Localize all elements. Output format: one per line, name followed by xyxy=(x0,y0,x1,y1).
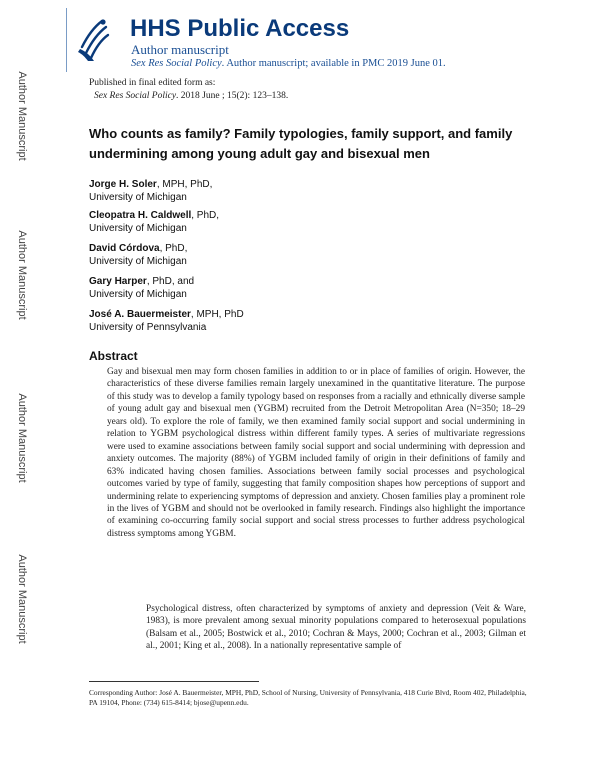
sidebar-author-manuscript-label: Author Manuscript xyxy=(16,71,28,161)
citation-line xyxy=(131,57,446,70)
author-name xyxy=(89,309,244,321)
sidebar-author-manuscript-label: Author Manuscript xyxy=(16,554,28,644)
author-affiliation: University of Michigan xyxy=(89,289,187,300)
author-degree: , MPH, PhD xyxy=(190,309,244,320)
sidebar-author-manuscript-label: Author Manuscript xyxy=(16,393,28,483)
article-title: Who counts as family? Family typologies, family support, and family undermining among young adult gay and bisexual men xyxy=(89,126,513,161)
author-affiliation: University of Pennsylvania xyxy=(89,322,207,333)
author-name-text: Gary Harper xyxy=(89,276,147,287)
intro-paragraph: Psychological distress, often characterized by symptoms of anxiety and depression (Veit & Ware, 1983), is more prevalent among sexual minority populations compared to heterosexual populations (Balsam et al., 2005; Bostwick et al., 2010; Cochran & Mays, 2000; Cochran et al., 2003; Gilman et al., 2001; King et al., 2008). In a nationally representative sample of xyxy=(146,604,526,652)
author-name-text: José A. Bauermeister xyxy=(89,309,191,320)
author-degree: , MPH, PhD, xyxy=(156,179,213,190)
author-affiliation: University of Michigan xyxy=(89,192,187,203)
published-label: Published in final edited form as: xyxy=(89,78,216,88)
author-affiliation: University of Michigan xyxy=(89,256,187,267)
author-name xyxy=(89,243,187,255)
author-name xyxy=(89,179,212,191)
published-citation xyxy=(94,90,288,102)
author-degree: , PhD, and xyxy=(146,276,195,287)
author-degree: , PhD, xyxy=(159,243,188,254)
author-name-text: Cleopatra H. Caldwell xyxy=(89,210,192,221)
corresponding-author-footnote: Corresponding Author: José A. Bauermeister, MPH, PhD, School of Nursing, University of Pennsylvania, 418 Curie Blvd, Room 402, Philadelphia, PA 19104, Phone: (734) 615-8414; bjose@upenn.edu. xyxy=(89,688,527,707)
sidebar-author-manuscript-label: Author Manuscript xyxy=(16,230,28,320)
citation-journal: Sex Res Social Policy xyxy=(131,58,222,69)
author-name-text: Jorge H. Soler xyxy=(89,179,157,190)
abstract-heading: Abstract xyxy=(89,349,138,363)
hhs-eagle-icon xyxy=(76,17,110,63)
header-divider xyxy=(66,8,67,72)
author-name-text: David Córdova xyxy=(89,243,160,254)
manuscript-label: Author manuscript xyxy=(131,42,229,57)
author-name xyxy=(89,276,194,288)
author-name xyxy=(89,210,219,222)
abstract-text: Gay and bisexual men may form chosen families in addition to or in place of families of origin. However, the characteristics of these diverse families remain largely unexamined in the quantitative literature. The purpose of this study was to develop a family typology based on responses from a racially and ethnically diverse sample of young adult gay and bisexual men (YGBM) recruited from the Detroit Metropolitan Area (N=350; 18–29 years old). To explore the role of family, we then examined family social support and social undermining in relation to YGBM psychological distress within different family types. A series of multivariate regressions were used to examine associations between family social support and social undermining with depression and anxiety outcomes. The majority (88%) of YGBM included family of origin in their definitions of family and 63% indicated having chosen families. Associations between family social processes and psychological outcomes varied by type of family, suggesting that family composition shapes how perceptions of support and undermining relate to experiencing symptoms of depression and anxiety. Chosen families play a prominent role in the lives of YGBM and should not be overlooked in family research. Findings also highlight the importance of examining co-occurring family social support and social stress processes to further address psychological distress symptoms among YGBM. xyxy=(107,367,525,539)
citation-availability: . Author manuscript; available in PMC 2019 June 01. xyxy=(221,58,446,69)
published-journal: Sex Res Social Policy xyxy=(94,91,177,101)
author-degree: , PhD, xyxy=(191,210,220,221)
published-details: . 2018 June ; 15(2): 123–138. xyxy=(176,91,289,101)
footnote-divider xyxy=(89,681,259,682)
brand-title: HHS Public Access xyxy=(130,15,350,42)
author-affiliation: University of Michigan xyxy=(89,223,187,234)
